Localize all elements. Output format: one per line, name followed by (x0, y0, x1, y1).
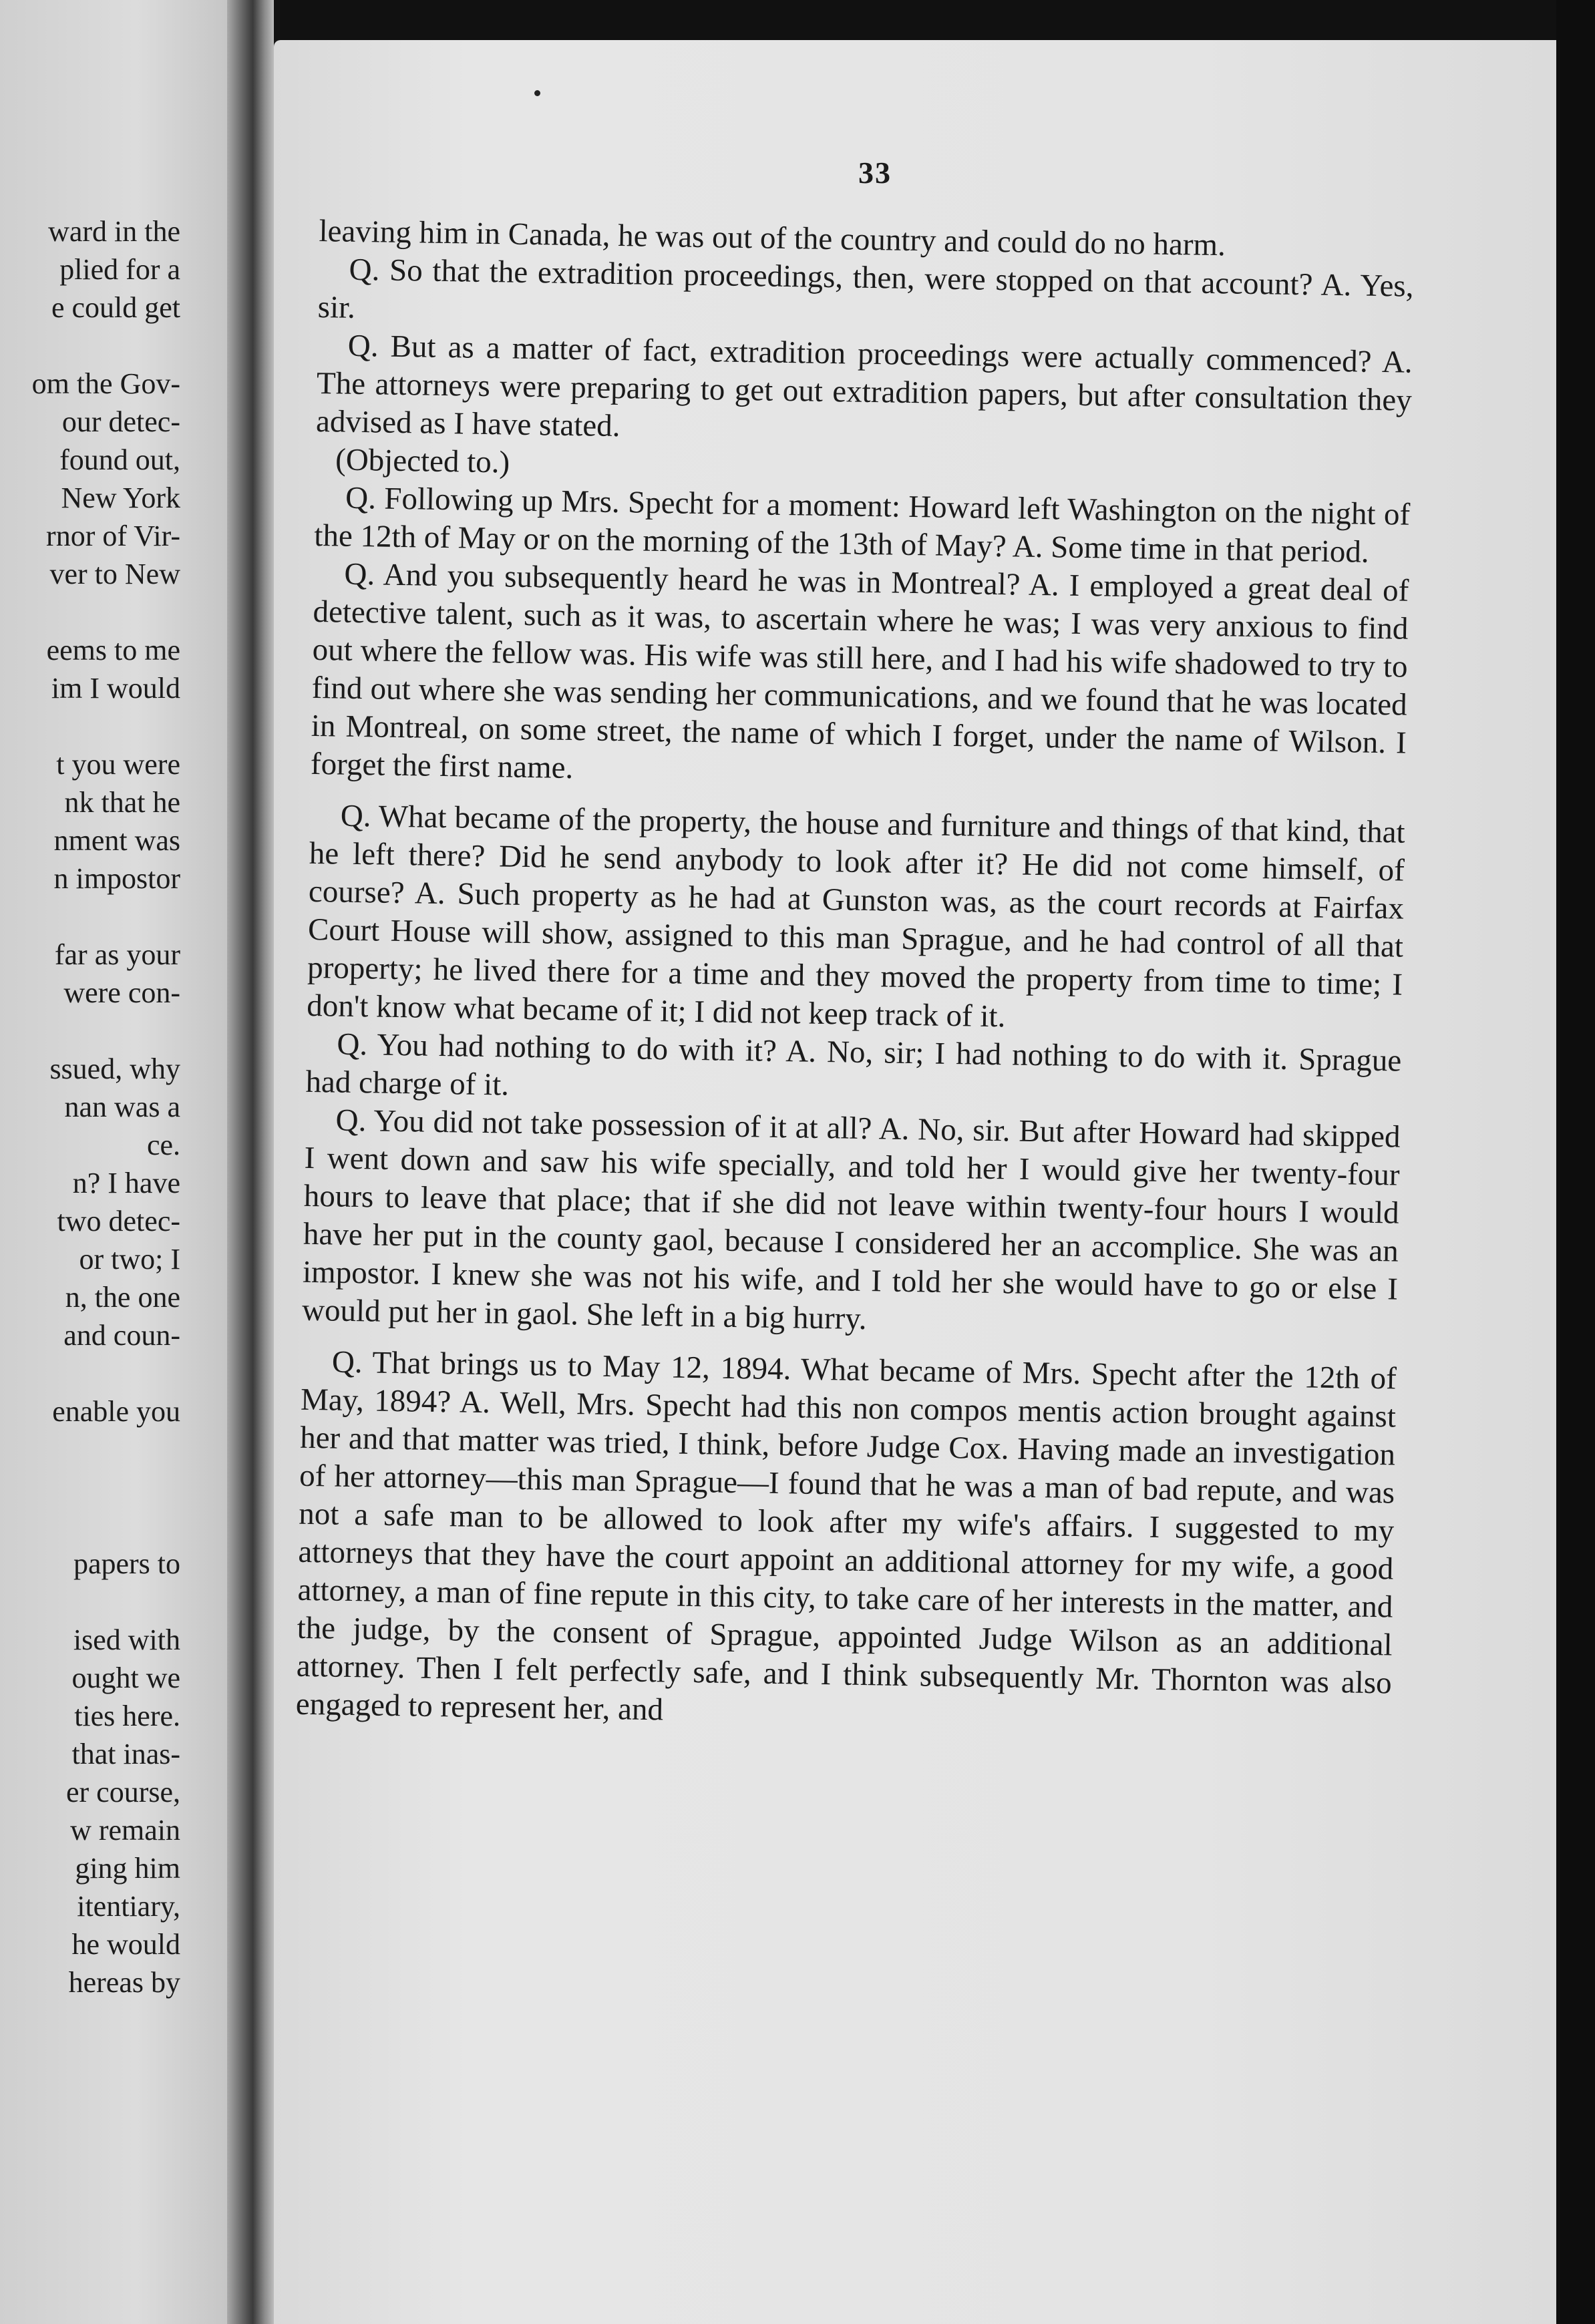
testimony-paragraph: Q. And you subsequently heard he was in Montreal? A. I employed a great deal of detective talent, such as it was, to ascertain where he was; I was very anxious to find out where the fellow was. His wife was still here, and I had his wife shadowed to try to find out where she was sending her communications, and we found that he was located in Montreal, on some street, the name of which I forget, under the name of Wilson. I forget the first name. (310, 556, 1409, 786)
left-page-line (0, 1012, 180, 1050)
left-page-line: and coun- (63, 1319, 180, 1352)
continued-paragraph: leaving him in Canada, he was out of the country and could do no harm. (319, 213, 1226, 263)
left-page-line: were con- (63, 976, 180, 1009)
page-number: 33 (858, 156, 892, 190)
left-page-line: t you were (56, 748, 180, 781)
left-page-line (0, 593, 180, 631)
testimony-paragraph: Q. That brings us to May 12, 1894. What became of Mrs. Specht after the 12th of May, 1894? A. Well, Mrs. Specht had this non compos mentis action brought against her and that matter was tried, I think, before Judge Cox. Having made an investigation of her attorney—this man Sprague—I found that he was a man of bad repute, and was not a safe man to be allowed to look after my wife's affairs. I suggested to my attorneys that they have the court appoint an additional attorney for my wife, a good attorney, a man of fine repute in this city, to take care of her interests in the matter, and the judge, by the consent of Sprague, appointed Judge Wilson as an additional attorney. Then I felt perfectly safe, and I think subsequently Mr. Thornton was also engaged to represent her, and (295, 1344, 1397, 1728)
left-page-line: e could get (51, 291, 180, 324)
page-body-text (295, 212, 1414, 1740)
left-page-line: rnor of Vir- (46, 520, 180, 552)
left-page-text-fragments (0, 212, 180, 2001)
left-page-line: plied for a (59, 253, 180, 286)
left-page-line: New York (61, 481, 180, 514)
left-page-line: papers to (73, 1547, 180, 1580)
left-page-line (0, 1507, 180, 1545)
ink-speck (534, 90, 540, 96)
left-page-line: om the Gov- (31, 367, 180, 400)
left-page-line (0, 1469, 180, 1507)
left-page-line: our detec- (61, 405, 180, 438)
left-page-line: ought we (71, 1662, 180, 1694)
left-page-line: two detec- (57, 1205, 180, 1237)
left-page-line: nk that he (64, 786, 180, 819)
left-page-line (0, 327, 180, 365)
testimony-paragraph: Q. Following up Mrs. Specht for a moment: Howard left Washington on the night of the 12th of May or on the morning of the 13th of May? A. Some time in that period. (313, 480, 1411, 570)
left-page-line: ce. (146, 1129, 180, 1161)
left-page-line: er course, (65, 1776, 180, 1808)
left-page-line: ging him (75, 1852, 180, 1885)
left-page-line: far as your (54, 938, 180, 971)
left-page-line: im I would (51, 672, 180, 705)
left-page-line: ssued, why (49, 1052, 180, 1085)
testimony-paragraph: Q. What became of the property, the house and furniture and things of that kind, that he left there? Did he send anybody to look after it? He did not come himself, of course? A. Such property as he had at Gunston was, as the court records at Fairfax Court House will show, assigned to this man Sprague, and he had control of all that property; he lived there for a time and they moved the property from time to time; I don't know what became of it; I did not keep track of it. (306, 798, 1406, 1034)
left-page-line: itentiary, (77, 1890, 180, 1923)
left-page-line (0, 1430, 180, 1469)
left-page-line: n, the one (65, 1281, 180, 1314)
left-page-line: eems to me (46, 634, 180, 666)
left-page-line: ties here. (74, 1700, 180, 1732)
testimony-paragraph: Q. You did not take possession of it at all? A. No, sir. But after Howard had skipped I went down and saw his wife specially, and told her I would give her twenty-four hours to leave that place; that if she did not leave within twenty-four hours I would have her put in the county gaol, because I considered her an accomplice. She was an impostor. I knew she was not his wife, and I told her she would have to go or else I would put her in gaol. She left in a big hurry. (301, 1103, 1401, 1337)
testimony-paragraph: Q. But as a matter of fact, extradition proceedings were actually commenced? A. The attorneys were preparing to get out extradition papers, but after consultation they advised as I have stated. (315, 328, 1413, 444)
left-page-line (0, 1583, 180, 1621)
left-page-line: or two; I (79, 1243, 180, 1276)
book-gutter (227, 0, 274, 2324)
left-page-line: w remain (70, 1814, 180, 1847)
left-page-line: n? I have (72, 1167, 180, 1199)
left-page-line: found out, (59, 443, 180, 476)
left-page-line: ward in the (48, 215, 180, 248)
objection-note: (Objected to.) (335, 442, 510, 480)
testimony-paragraph: Q. You had nothing to do with it? A. No, sir; I had nothing to do with it. Sprague had charge of it. (305, 1026, 1402, 1103)
left-page-line: hereas by (68, 1966, 180, 1999)
left-page-line: nan was a (64, 1091, 180, 1123)
left-page-line: that inas- (71, 1738, 180, 1770)
left-page-line: ised with (73, 1623, 180, 1656)
left-page-line: nment was (53, 824, 180, 857)
left-page-line: n impostor (53, 862, 180, 895)
scan-right-edge (1556, 0, 1595, 2324)
left-page-line (0, 1354, 180, 1392)
left-page-line: enable you (52, 1395, 180, 1428)
left-page (0, 0, 227, 2324)
left-page-line: he would (71, 1928, 180, 1961)
left-page-line (0, 898, 180, 936)
scan-top-edge (274, 0, 1570, 40)
testimony-paragraph: Q. So that the extradition proceedings, then, were stopped on that account? A. Yes, sir. (317, 252, 1414, 325)
left-page-line: ver to New (49, 558, 180, 590)
left-page-line (0, 707, 180, 745)
